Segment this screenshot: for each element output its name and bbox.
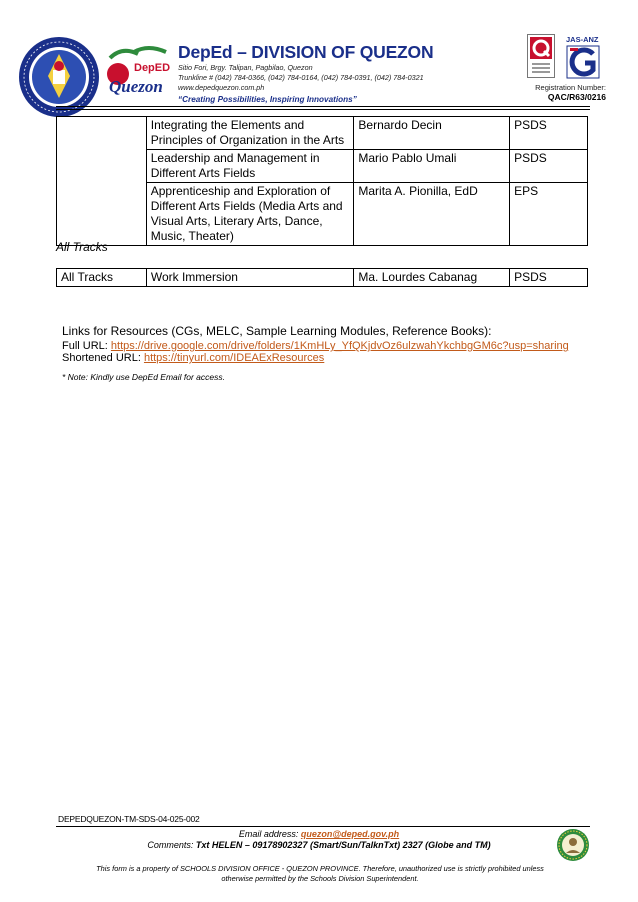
access-note: * Note: Kindly use DepEd Email for access. [62,372,225,382]
full-url-line [62,340,569,352]
all-tracks-table [56,268,588,287]
footer-disclaimer: This form is a property of SCHOOLS DIVISION OFFICE - QUEZON PROVINCE. Therefore, unauthorized use is strictly prohibited unless otherwise permitted by the Schools Division Superintendent. [96,864,544,883]
position-cell: PSDS [510,269,588,287]
short-url-label: Shortened URL: [62,352,141,364]
name-cell: Marita A. Pionilla, EdD [354,183,510,246]
email-link[interactable]: quezon@deped.gov.ph [300,829,400,839]
short-url-link[interactable]: https://tinyurl.com/IDEAExResources [143,352,325,364]
header-divider-thin [56,109,590,110]
org-address: Sitio Fori, Brgy. Talipan, Pagbilao, Quezon [178,63,313,72]
jas-anz-label: JAS-ANZ [566,35,599,44]
registration-label: Registration Number: [535,83,606,92]
name-cell: Ma. Lourdes Cabanag [354,269,510,287]
footer-email [0,829,638,839]
full-url-label: Full URL: [62,340,108,352]
subject-cell: Apprenticeship and Exploration of Different Arts Fields (Media Arts and Visual Arts, Literary Arts, Dance, Music, Theater) [146,183,354,246]
org-title: DepEd – DIVISION OF QUEZON [178,42,434,62]
comments-label: Comments: [147,840,194,850]
jas-anz-cert-icon [563,34,603,80]
footer-comments [0,840,638,850]
organization-info [178,42,508,104]
full-url-link[interactable]: https://drive.google.com/drive/folders/1KmHLy_YfQKjdvOz6ulzwahYkchbgGM6c?usp=sharing [110,340,569,352]
org-tagline: “Creating Possibilities, Inspiring Innovations” [178,95,357,104]
track-cell: All Tracks [57,269,147,287]
position-cell: PSDS [510,150,588,183]
org-website: www.depedquezon.com.ph [178,83,265,92]
subject-cell: Integrating the Elements and Principles of Organization in the Arts [146,117,354,150]
table-row [57,269,588,287]
links-heading: Links for Resources (CGs, MELC, Sample Learning Modules, Reference Books): [62,324,492,338]
comments-text: Txt HELEN – 09178902327 (Smart/Sun/TalknTxt) 2327 (Globe and TM) [195,840,491,850]
header-divider [56,106,590,107]
subject-cell: Work Immersion [146,269,354,287]
name-cell: Mario Pablo Umali [354,150,510,183]
position-cell: PSDS [510,117,588,150]
subject-cell: Leadership and Management in Different Arts Fields [146,150,354,183]
short-url-line [62,352,324,364]
table-row [57,117,588,150]
footer-divider [56,826,590,827]
track-cell-empty [57,117,147,246]
resource-persons-table [56,116,588,246]
quality-cert-icon [527,34,555,78]
email-label: Email address: [238,829,299,839]
deped-quezon-logo [104,44,174,96]
name-cell: Bernardo Decin [354,117,510,150]
org-trunkline: Trunkline # (042) 784-0366, (042) 784-0164, (042) 784-0391, (042) 784-0321 [178,73,424,82]
section-label-all-tracks: All Tracks [56,240,108,254]
division-seal-icon [556,828,590,862]
registration-number: QAC/R63/0216 [547,92,606,102]
logo-text-top: DepED [134,62,171,74]
logo-text-bottom: Quezon [109,77,163,96]
position-cell: EPS [510,183,588,246]
document-code: DEPEDQUEZON-TM-SDS-04-025-002 [58,814,200,824]
